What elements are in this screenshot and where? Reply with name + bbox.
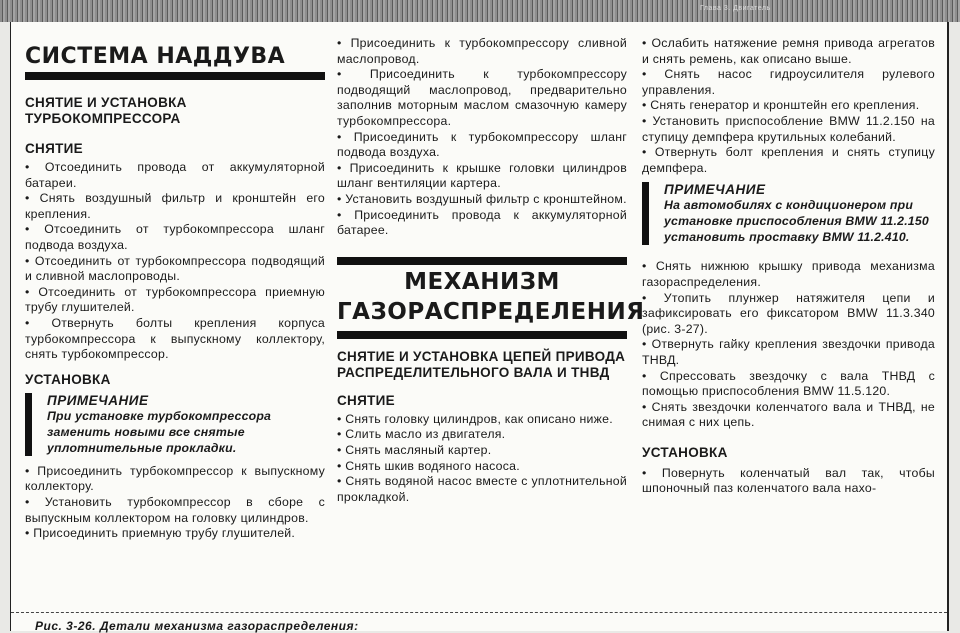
list-item: • Слить масло из двигателя. xyxy=(337,427,627,443)
list-item: • Отсоединить от турбокомпрессора приемную трубу глушителей. xyxy=(25,285,325,316)
list-item: • Снять насос гидроусилителя рулевого управления. xyxy=(642,67,935,98)
list-item: • Спрессовать звездочку с вала ТНВД с помощью приспособления BMW 11.5.120. xyxy=(642,369,935,400)
install-heading: УСТАНОВКА xyxy=(25,371,111,387)
install-heading: УСТАНОВКА xyxy=(642,444,728,460)
note-block xyxy=(642,182,935,245)
removal-heading: СНЯТИЕ xyxy=(337,392,395,408)
list-item: • Присоединить к турбокомпрессору подводящий маслопровод, предварительно заполнив моторным маслом смазочную камеру турбокомпрессора. xyxy=(337,67,627,129)
list-item: • Снять нижнюю крышку привода механизма газораспределения. xyxy=(642,259,935,290)
column-1 xyxy=(25,44,325,542)
list-item: • Снять водяной насос вместе с уплотнительной прокладкой. xyxy=(337,474,627,505)
list-item: • Отсоединить провода от аккумуляторной батареи. xyxy=(25,160,325,191)
list-item: • Присоединить турбокомпрессор к выпускному коллектору. xyxy=(25,464,325,495)
caption-divider xyxy=(11,612,947,613)
list-item: • Присоединить к турбокомпрессору шланг подвода воздуха. xyxy=(337,130,627,161)
list-item: • Присоединить к крышке головки цилиндров шланг вентиляции картера. xyxy=(337,161,627,192)
note-text: При установке турбокомпрессора заменить новыми все снятые уплотнительные прокладки. xyxy=(47,408,272,455)
list-item: • Отсоединить от турбокомпрессора подводящий и сливной маслопроводы. xyxy=(25,254,325,285)
subsection-title-turbo: СНЯТИЕ И УСТАНОВКА ТУРБОКОМПРЕССОРА xyxy=(25,95,187,126)
title-rule-top xyxy=(337,257,627,265)
title-rule-bottom xyxy=(337,331,627,339)
section-title-line-1: МЕХАНИЗМ xyxy=(404,268,560,295)
list-item: • Присоединить провода к аккумуляторной батарее. xyxy=(337,208,627,239)
list-item: • Установить воздушный фильтр с кронштейном. xyxy=(337,192,627,208)
list-item: • Снять головку цилиндров, как описано ниже. xyxy=(337,412,627,428)
note-title: ПРИМЕЧАНИЕ xyxy=(664,182,766,198)
list-item: • Присоединить к турбокомпрессору сливной маслопровод. xyxy=(337,36,627,67)
note-text: На автомобилях с кондиционером при установке приспособления BMW 11.2.150 установить проставку BMW 11.2.410. xyxy=(664,198,929,245)
list-item: • Ослабить натяжение ремня привода агрегатов и снять ремень, как описано выше. xyxy=(642,36,935,67)
list-item: • Отсоединить от турбокомпрессора шланг подвода воздуха. xyxy=(25,222,325,253)
note-block xyxy=(25,393,325,456)
figure-caption: Рис. 3-26. Детали механизма газораспределения: xyxy=(35,619,359,633)
list-item: • Присоединить приемную трубу глушителей. xyxy=(25,526,325,542)
list-item: • Установить турбокомпрессор в сборе с выпускным коллектором на головку цилиндров. xyxy=(25,495,325,526)
list-item: • Снять звездочки коленчатого вала и ТНВД, не снимая с них цепь. xyxy=(642,400,935,431)
list-item: • Снять воздушный фильтр и кронштейн его крепления. xyxy=(25,191,325,222)
list-item: • Утопить плунжер натяжителя цепи и зафиксировать его фиксатором BMW 11.3.340 (рис. 3-27). xyxy=(642,291,935,338)
section-title-timing xyxy=(337,265,645,327)
column-2 xyxy=(337,36,645,505)
book-page xyxy=(10,22,949,631)
header-strip-text: Глава 3. Двигатель xyxy=(700,5,771,12)
note-title: ПРИМЕЧАНИЕ xyxy=(47,392,149,408)
subsection-title-chains: СНЯТИЕ И УСТАНОВКА ЦЕПЕЙ ПРИВОДА РАСПРЕДЕЛИТЕЛЬНОГО ВАЛА И ТНВД xyxy=(337,348,626,380)
section-title-turbo: СИСТЕМА НАДДУВА xyxy=(25,44,325,80)
list-item: • Повернуть коленчатый вал так, чтобы шпоночный паз коленчатого вала нахо- xyxy=(642,466,935,497)
scanned-header-strip xyxy=(0,0,960,22)
list-item: • Отвернуть болт крепления и снять ступицу демпфера. xyxy=(642,145,935,176)
section-title-line-2: ГАЗОРАСПРЕДЕЛЕНИЯ xyxy=(337,298,645,325)
list-item: • Снять масляный картер. xyxy=(337,443,627,459)
removal-heading: СНЯТИЕ xyxy=(25,141,83,156)
column-3 xyxy=(642,36,935,497)
list-item: • Отвернуть болты крепления корпуса турбокомпрессора к выпускному коллектору, снять турбокомпрессор. xyxy=(25,316,325,363)
list-item: • Установить приспособление BMW 11.2.150 на ступицу демпфера крутильных колебаний. xyxy=(642,114,935,145)
list-item: • Снять шкив водяного насоса. xyxy=(337,459,627,475)
list-item: • Снять генератор и кронштейн его крепления. xyxy=(642,98,935,114)
list-item: • Отвернуть гайку крепления звездочки привода ТНВД. xyxy=(642,337,935,368)
